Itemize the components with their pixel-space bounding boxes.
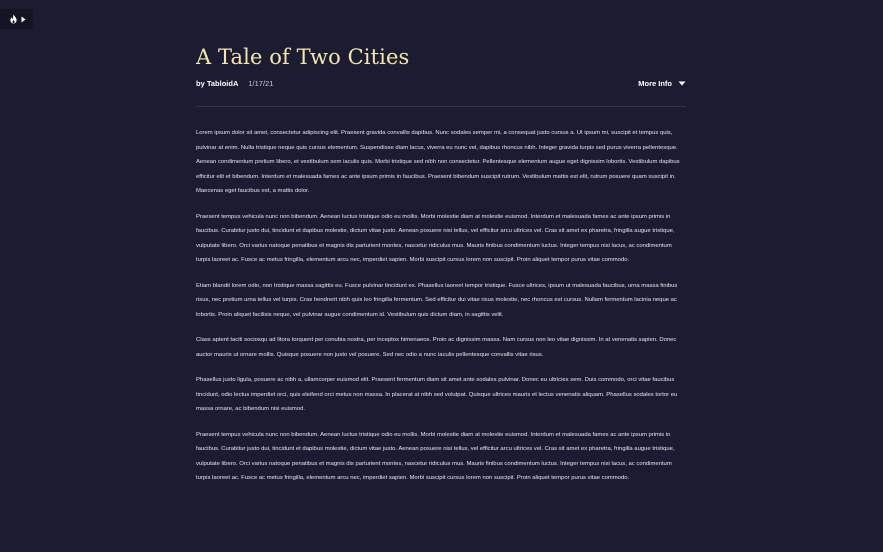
story-meta [196, 76, 686, 90]
more-info-label: More Info [638, 78, 672, 88]
story-paragraph: Praesent tempus vehicula nunc non bibendum. Aenean luctus tristique odio eu mollis. Morbi molestie diam at molestie euismod. Interdum et malesuada fames ac ante ipsum primis in faucibus. Curabitur justo dui, tincidunt et dapibus molestie, dictum vitae justo. Aenean posuere nisi tellus, vel efficitur arcu ultrices vel. Cras sit amet ex pharetra, fringilla augue tristique, vulputate libero. Orci varius natoque penatibus et magnis dis parturient montes, nascetur ridiculus mus. Mauris finibus condimentum luctus. Integer tempus nisi lacus, ac condimentum turpis laoreet ac. Fusce ac metus fringilla, elementum arcu nec, imperdiet sapien. Morbi suscipit cursus lorem non suscipit. Proin aliquet tempor purus vitae commodo. [196, 213, 675, 263]
story-paragraph: Etiam blandit lorem odio, non tristique massa sagittis eu. Fusce pulvinar tincidunt ex. Phasellus laoreet tempor tristique. Fusce ultrices, ipsum ut malesuada faucibus, urna massa finibus risus, nec pretium urna tellus vel turpis. Cras hendrerit nibh quis leo fringilla fermentum. Sed efficitur dui vitae risus molestie, nec rhoncus est cursus. Nullam fermentum lacinia neque ac lobortis. Proin aliquet facilisis neque, vel pulvinar augue condimentum id. Vestibulum quis dictum diam, in sagittis velit. [196, 282, 678, 318]
story-content [196, 40, 686, 497]
story-title: A Tale of Two Cities [196, 45, 410, 69]
header-divider [196, 106, 686, 107]
publish-date: 1/17/21 [248, 78, 274, 88]
nav-toggle-button[interactable] [0, 9, 33, 29]
caret-right-icon [21, 16, 26, 23]
story-body [196, 126, 686, 486]
author-name: by TabloidA [196, 78, 239, 88]
flame-icon [9, 14, 18, 24]
story-paragraph: Lorem ipsum dolor sit amet, consectetur adipiscing elit. Praesent gravida convallis dapibus. Nunc sodales semper mi, a consequat justo cursus a. Ut ipsum mi, suscipit et tempus quis, pulvinar at enim. Nulla tristique neque quis cursus elementum. Suspendisse diam lacus, viverra eu nunc vel, dapibus rhoncus nibh. Integer gravida turpis sed purus viverra pellentesque. Aenean condimentum pretium libero, et vestibulum sem iaculis quis. Morbi tristique sed nibh non consectetur. Pellentesque elementum augue eget dignissim lobortis. Vestibulum dapibus efficitur elit et bibendum. Interdum et malesuada fames ac ante ipsum primis in faucibus. Praesent bibendum suscipit rutrum. Vestibulum mattis est elit, rutrum posuere quam suscipit in. Maecenas eget faucibus est, a mattis dolor. [196, 130, 680, 194]
story-paragraph: Phasellus justo ligula, posuere ac nibh a, ullamcorper euismod elit. Praesent fermentum diam sit amet ante sodales pulvinar. Donec eu ultricies sem. Duis commodo, orci vitae faucibus tincidunt, odio lectus imperdiet orci, quis eleifend orci metus non massa. In placerat at nibh sed volutpat. Quisque ultrices mauris et lectus venenatis aliquam. Phasellus sodales tortor eu massa ornare, ac bibendum nisi euismod. [196, 377, 678, 412]
story-paragraph: Praesent tempus vehicula nunc non bibendum. Aenean luctus tristique odio eu mollis. Morbi molestie diam at molestie euismod. Interdum et malesuada fames ac ante ipsum primis in faucibus. Curabitur justo dui, tincidunt et dapibus molestie, dictum vitae justo. Aenean posuere nisi tellus, vel efficitur arcu ultrices vel. Cras sit amet ex pharetra, fringilla augue tristique, vulputate libero. Orci varius natoque penatibus et magnis dis parturient montes, nascetur ridiculus mus. Mauris finibus condimentum luctus. Integer tempus nisi lacus, ac condimentum turpis laoreet ac. Fusce ac metus fringilla, elementum arcu nec, imperdiet sapien. Morbi suscipit cursus lorem non suscipit. Proin aliquet tempor purus vitae commodo. [196, 431, 675, 481]
story-paragraph: Class aptent taciti sociosqu ad litora torquent per conubia nostra, per inceptos himenaeos. Proin ac dignissim massa. Nam cursus non leo vitae dignissim. In at venenatis sapien. Donec auctor mauris ut ornare mollis. Quisque posuere non justo vel posuere. Sed nec odio a nunc iaculis pellentesque convallis vitae risus. [196, 337, 677, 358]
story-byline [196, 79, 273, 88]
more-info-button[interactable] [638, 79, 686, 88]
caret-down-icon [678, 81, 686, 86]
